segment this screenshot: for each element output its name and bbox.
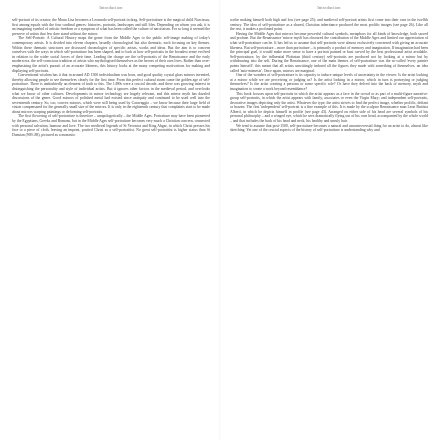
paragraph: Conventional wisdom has it that in around AD 1500 individualism was born, and good quality crystal glass mirrors invented, thereby allowing people to see themselves clearly for the first time. From this perfect cultural storm came the golden age of self-portraiture. There is undoubtedly an element of truth to this. The 1490s were a crucial decade, and there was growing interest in distinguishing the personality and style of individual artists. But it ignores other factors in the medieval period, and overlooks what we know of other cultures. Developments in mirror technology are hugely relevant, and this mirror myth has dazzled discussions of the genre. Good mirrors of polished metal had existed since antiquity and continued to be used well into the seventeenth century. So, too, convex mirrors, which were still being used by Caravaggio – we know because their large field of vision compensated for the generally small size of the mirrors. It is only in the eighteenth century that complaints start to be made about mirrors warping paintings or deforming self-portraits. bbox=[12, 73, 210, 114]
paragraph: scribe making himself both high and low (see page 25); and medieval self-portrait artists first come into their own in the twelfth century. The idea of self-portraiture as a shared, Christian inheritance produced the most prolific images (see page 26). Like all the rest, it makes a profound point. bbox=[230, 18, 428, 32]
paragraph: self-portrait of its creator; the Mona Lisa becomes a Leonardo self-portrait in drag. Self-portraiture is the magical child Narcissus, first among equals with the four cardinal genres: histories, portraits, landscapes and still lifes. Depending on whom you ask, it is an imagining symbol of artistic freedom or a symptom of what has been called the culture of narcissism. For so long it seemed the preserve of artists that few dare stand without the mirror. bbox=[12, 18, 210, 36]
left-page bbox=[12, 6, 210, 440]
paragraph: This book focuses upon self-portraits in which the artist appears as a face in the crowd or as part of a multi-figure narrative: group self-portraits, in which the artist appears with family, associates or even the Virgin Mary; and independent self-portraits, decorative images depicting only the artist. Whatever the type, the artist strives to find the perfect image, whether prolific, defiant or brazen. The first 'independent' self-portrait is a fine example of this. It is made by the sculptor Renaissance man Leon Battista Alberti, in which he depicts himself in profile (see page 43). Arranged on either side of his head are several symbols of his personal philosophy – and a winged eye, which he sees dramatically flying out of his own head, accompanied by the whole world – and that includes the back of his head and neck, his healthy and unruly hair. bbox=[230, 91, 428, 124]
paragraph: The first flowering of self-portraiture is therefore – unapologetically – the Middle Ages. Portraiture may have been pioneered by the Egyptians, Greeks and Romans, but in the Middle Ages self-portraiture becomes very much a Christian concern, connected with personal salvation, humour and love. The two medieval legends of St Veronica and King Abgar, in which Christ presses his face to a piece of cloth, leaving an imprint, posited Christ as a self-portraitist. No great self-portraitist is higher status than St Dunstan (909–88), pictured as a monastic bbox=[12, 114, 210, 137]
paragraph: We tend to assume that post-1500, self-portraiture becomes a natural and uncontroversial thing for an artist to do, almost like sketching. Yet one of the crucial aspects of the history of self-portraiture is understanding why and bbox=[230, 123, 428, 133]
paragraph: One of the wonders of self-portraiture is its capacity to induce unique levels of uncertainty in the viewer. Is the artist looking at a mirror while we are perceiving or judging us? Is the artist looking in a mirror, which in turn is portraying or judging themselves? Is the artist creating a persona or some specific role? Or have they delved into the back of memory, myth and imagination to create a work beyond resemblance? bbox=[230, 73, 428, 91]
left-page-body bbox=[12, 18, 210, 137]
right-page bbox=[230, 6, 428, 440]
running-head-left: Introduction bbox=[99, 5, 123, 10]
right-page-body bbox=[230, 18, 428, 133]
paragraph: Having the Middle Ages that mirrors become powerful cultural symbols, metaphors for all kinds of knowledge, both sacred and profane. But the Renaissance 'mirror myth' has obscured the contribution of the Middle Ages and limited our appreciation of what self-portraiture can be. It has led us to assume that self-portraits were almost exclusively concerned with giving an accurate likeness. But self-portraiture – more than portraiture – is primarily a product of memory and imagination. If imagination had been the principal goal, it would make more sense to have a portrait painted or bust carved by the best professional artist available. Self-portraiture, by the influential Plotinian (third century) self-portraits are produced not by looking at a mirror but by withdrawing into the self. During the Renaissance, one of the main themes of self-portraiture was the so-called 'every painter paints himself': this meant that all artists unwittingly imbued all the figures they made with something of themselves, an idea called 'auto-mimesis'. Once again, mirrors are marginal. bbox=[230, 31, 428, 73]
paragraph: The Self-Portrait: A Cultural History maps the genre from the Middle Ages to the public self-image making of today's contemporary artists. It is divided into eleven chapters, broadly chronological but also thematic, each focusing on key themes. Within these thematic structures are discussed chronologies of specific artists, works and ideas. But the aim is to concern ourselves with the ways in which self-portraiture has been shaped, and to look at how self-portraits in the broadest sense evolved in relation to the wider social forces of their time. Leading the charge are the self-portraits of the Renaissance and the early modern era, the self-conscious tradition of artists who mythologised themselves as the heroes of their own lives. Rather than over-emphasising the artist's pursuit of an accurate likeness, this history looks at the many competing motivations for making and displaying self-portraits. bbox=[12, 36, 210, 73]
running-head-right: Introduction bbox=[317, 5, 341, 10]
page-gutter bbox=[219, 0, 221, 440]
